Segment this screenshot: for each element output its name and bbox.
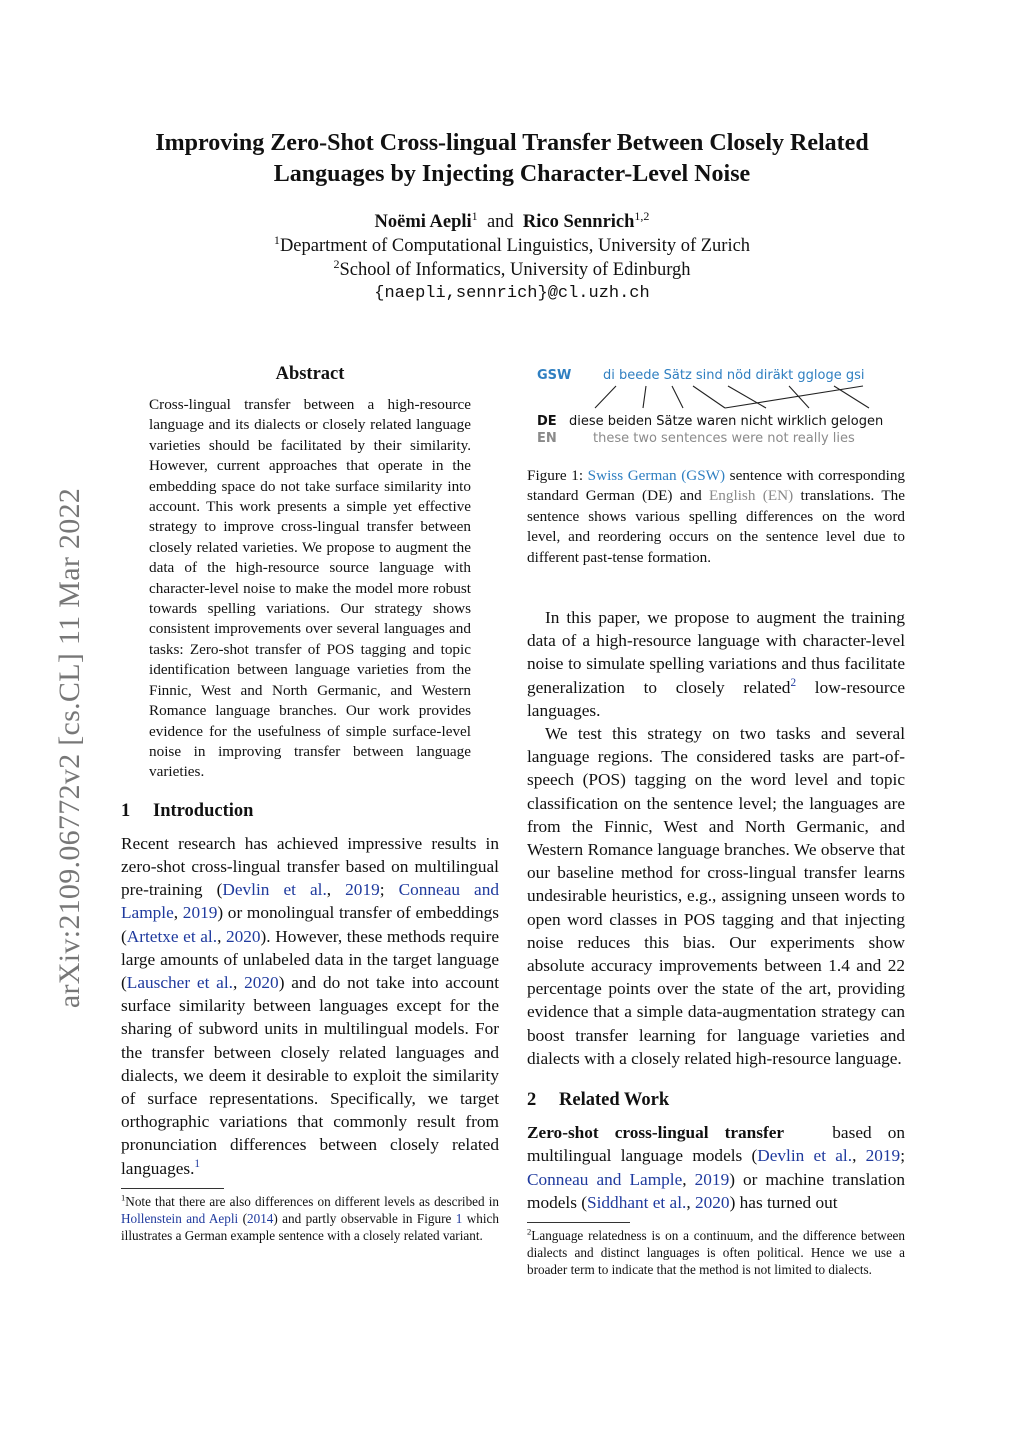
de-sentence: diese beiden Sätze waren nicht wirklich gelogen [569, 414, 884, 429]
citation-sep: , [217, 926, 226, 946]
author-block [100, 210, 924, 306]
citation-year-link[interactable]: 2019 [694, 1169, 730, 1189]
caption-text: sentence with corresponding standard German (DE) and [527, 467, 906, 505]
author-and: and [486, 212, 514, 232]
citation-year-link[interactable]: 2014 [247, 1210, 274, 1226]
paragraph-runin-heading: Zero-shot cross-lingual transfer [527, 1123, 785, 1143]
citation-link[interactable]: Hollenstein and Aepli [121, 1210, 239, 1226]
footnote-divider [121, 1188, 224, 1189]
affiliation-2-text: School of Informatics, University of Edinburgh [339, 260, 691, 280]
footnote-2-marker[interactable]: 2 [790, 676, 797, 689]
affiliation-2 [100, 258, 924, 282]
footnote-2-mark: 2 [527, 1226, 532, 1237]
author-1: Noëmi Aepli [374, 212, 472, 232]
intro-continued [527, 606, 905, 1070]
right-column [527, 364, 910, 1278]
left-column [121, 364, 499, 1244]
footnote-text: Note that there are also differences on different levels as described in [125, 1193, 499, 1209]
citation-year-link[interactable]: 2020 [225, 926, 261, 946]
citation-sep: ( [238, 1210, 247, 1226]
figure-1-caption [527, 466, 905, 568]
footnote-1-mark: 1 [121, 1192, 126, 1203]
alignment-line [725, 386, 863, 408]
citation-sep: , [686, 1192, 695, 1212]
section-number: 2 [527, 1090, 537, 1111]
citation-year-link[interactable]: 2019 [182, 903, 218, 923]
related-work-paragraph [527, 1121, 910, 1214]
citation-sep: , [173, 903, 183, 923]
title-line-1: Improving Zero-Shot Cross-lingual Transfer Between Closely Related [155, 130, 869, 156]
citation-year-link[interactable]: 2019 [865, 1146, 901, 1166]
author-2: Rico Sennrich [522, 212, 635, 232]
figure-ref-link[interactable]: 1 [455, 1210, 463, 1226]
footnote-text: Language relatedness is on a continuum, and the difference between dialects and distinct languages is often political. Hence we use a broader term to indicate that the method is not limited to dialects. [527, 1227, 905, 1277]
affiliation-1-mark: 1 [273, 232, 280, 247]
section-title: Related Work [559, 1090, 670, 1111]
intro-text: ) and do not take into account surface similarity between languages except for the sharing of subword units in multilingual models. For the transfer between closely related languages and dialects, we deem it desirable to exploit the similarity of surface representations. Specifically, we target orthographic variations that commonly result from pronunciation differences between closely related languages. [121, 972, 500, 1178]
footnote-1 [121, 1193, 499, 1244]
body-text: ) has turned out [729, 1192, 838, 1212]
introduction-paragraph [121, 832, 499, 1180]
footnote-1-marker[interactable]: 1 [194, 1157, 201, 1170]
de-label: DE [537, 414, 557, 429]
citation-sep: , [682, 1169, 695, 1189]
affiliation-1 [100, 234, 924, 258]
intro-paragraph-3: We test this strategy on two tasks and several language regions. The considered tasks are part-of-speech (POS) tagging on the word level and topic classification on the sentence level; the languages are from the Finnic, West and North Germanic, and Western Romance language branches. We observe that our baseline method for cross-lingual transfer learns undesirable heuristics, e.g., assigning unseen words to open word classes in POS tagging and that injecting noise reduces this bias. Our experiments show absolute accuracy improvements between 1.4 and 22 percentage points over the state of the art, providing evidence that a simple data-augmentation strategy can boost transfer learning for language varieties and dialects with a closely related high-resource language. [527, 724, 905, 1068]
body-text: based on multilingual language models ( [527, 1123, 910, 1166]
en-label: EN [537, 431, 557, 446]
intro-text: Recent research has achieved impressive results in zero-shot cross-lingual transfer based on multilingual pre-training ( [121, 833, 499, 900]
section-related-work-heading [527, 1090, 905, 1111]
citation-link[interactable]: Devlin et al. [757, 1146, 853, 1166]
citation-sep: ; [900, 1146, 905, 1166]
footnote-divider [527, 1222, 630, 1223]
figure-1-alignment [533, 364, 905, 454]
author-names [100, 210, 924, 234]
citation-year-link[interactable]: 2020 [244, 972, 279, 992]
citation-link[interactable]: Conneau and Lample [121, 880, 500, 923]
caption-text: Figure 1: [527, 467, 588, 484]
alignment-line [693, 386, 725, 408]
en-sentence: these two sentences were not really lies [593, 431, 855, 446]
section-title: Introduction [153, 800, 254, 821]
caption-text: translations. The sentence shows various spelling differences on the word level, and reordering occurs on the sentence level due to different past-tense formation. [527, 487, 905, 566]
intro-paragraph-2 [527, 606, 905, 722]
section-number: 1 [121, 800, 131, 821]
citation-link[interactable]: Conneau and Lample [527, 1169, 683, 1189]
gsw-label: GSW [537, 368, 572, 383]
body-text: ) or machine translation models ( [527, 1169, 905, 1212]
gsw-sentence: di beede Sätz sind nöd diräkt ggloge gsi [603, 368, 865, 383]
author-1-affil: 1 [471, 208, 478, 223]
citation-sep: , [232, 972, 245, 992]
title-line-2: Languages by Injecting Character-Level Noise [273, 161, 751, 187]
alignment-line [643, 386, 646, 408]
caption-gsw: Swiss German (GSW) [587, 467, 726, 484]
citation-year-link[interactable]: 2020 [695, 1192, 730, 1212]
citation-sep: ; [379, 880, 399, 900]
body-text: In this paper, we propose to augment the training data of a high-resource language with character-level noise to simulate spelling variations and thus facilitate generalization to closely related [527, 608, 905, 697]
paper-title [100, 128, 924, 190]
alignment-line [595, 386, 616, 408]
footnote-text: ) and partly observable in Figure [273, 1210, 456, 1226]
affiliation-2-mark: 2 [333, 256, 340, 271]
caption-en: English (EN) [709, 487, 794, 505]
citation-link[interactable]: Lauscher et al. [126, 972, 233, 992]
citation-link[interactable]: Siddhant et al. [587, 1192, 687, 1212]
author-2-affil: 1,2 [634, 208, 650, 223]
section-introduction-heading [121, 801, 499, 822]
footnote-text: which illustrates a German example sentence with a closely related variant. [121, 1210, 499, 1243]
citation-sep: , [852, 1146, 866, 1166]
body-text: low-resource languages. [527, 677, 905, 720]
alignment-line [672, 386, 683, 408]
intro-text: ) or monolingual transfer of embeddings ( [121, 903, 499, 946]
citation-sep: , [326, 880, 346, 900]
citation-link[interactable]: Artetxe et al. [126, 926, 218, 946]
author-email: {naepli,sennrich}@cl.uzh.ch [374, 284, 650, 303]
citation-link[interactable]: Devlin et al. [222, 880, 327, 900]
affiliation-1-text: Department of Computational Linguistics, University of Zurich [279, 236, 751, 256]
abstract-heading: Abstract [275, 364, 345, 384]
citation-year-link[interactable]: 2019 [345, 880, 380, 900]
arxiv-identifier: arXiv:2109.06772v2 [cs.CL] 11 Mar 2022 [53, 487, 86, 1009]
footnote-2 [527, 1227, 905, 1278]
intro-text: ). However, these methods require large amounts of unlabeled data in the target language ( [121, 926, 499, 992]
abstract-text: Cross-lingual transfer between a high-resource language and its dialects or closely related language varieties should be facilitated by their similarity. However, current approaches that operate in the embedding space do not take surface similarity into account. This work presents a simple yet effective strategy to improve cross-lingual transfer between closely related varieties. We propose to augment the data of the high-resource source language with character-level noise to make the model more robust towards spelling variations. Our strategy shows consistent improvements over several languages and tasks: Zero-shot transfer of POS tagging and topic identification between language varieties from the Finnic, West and North Germanic, and Western Romance language branches. Our work provides evidence for the usefulness of simple surface-level noise in improving transfer between language varieties. [149, 396, 471, 781]
